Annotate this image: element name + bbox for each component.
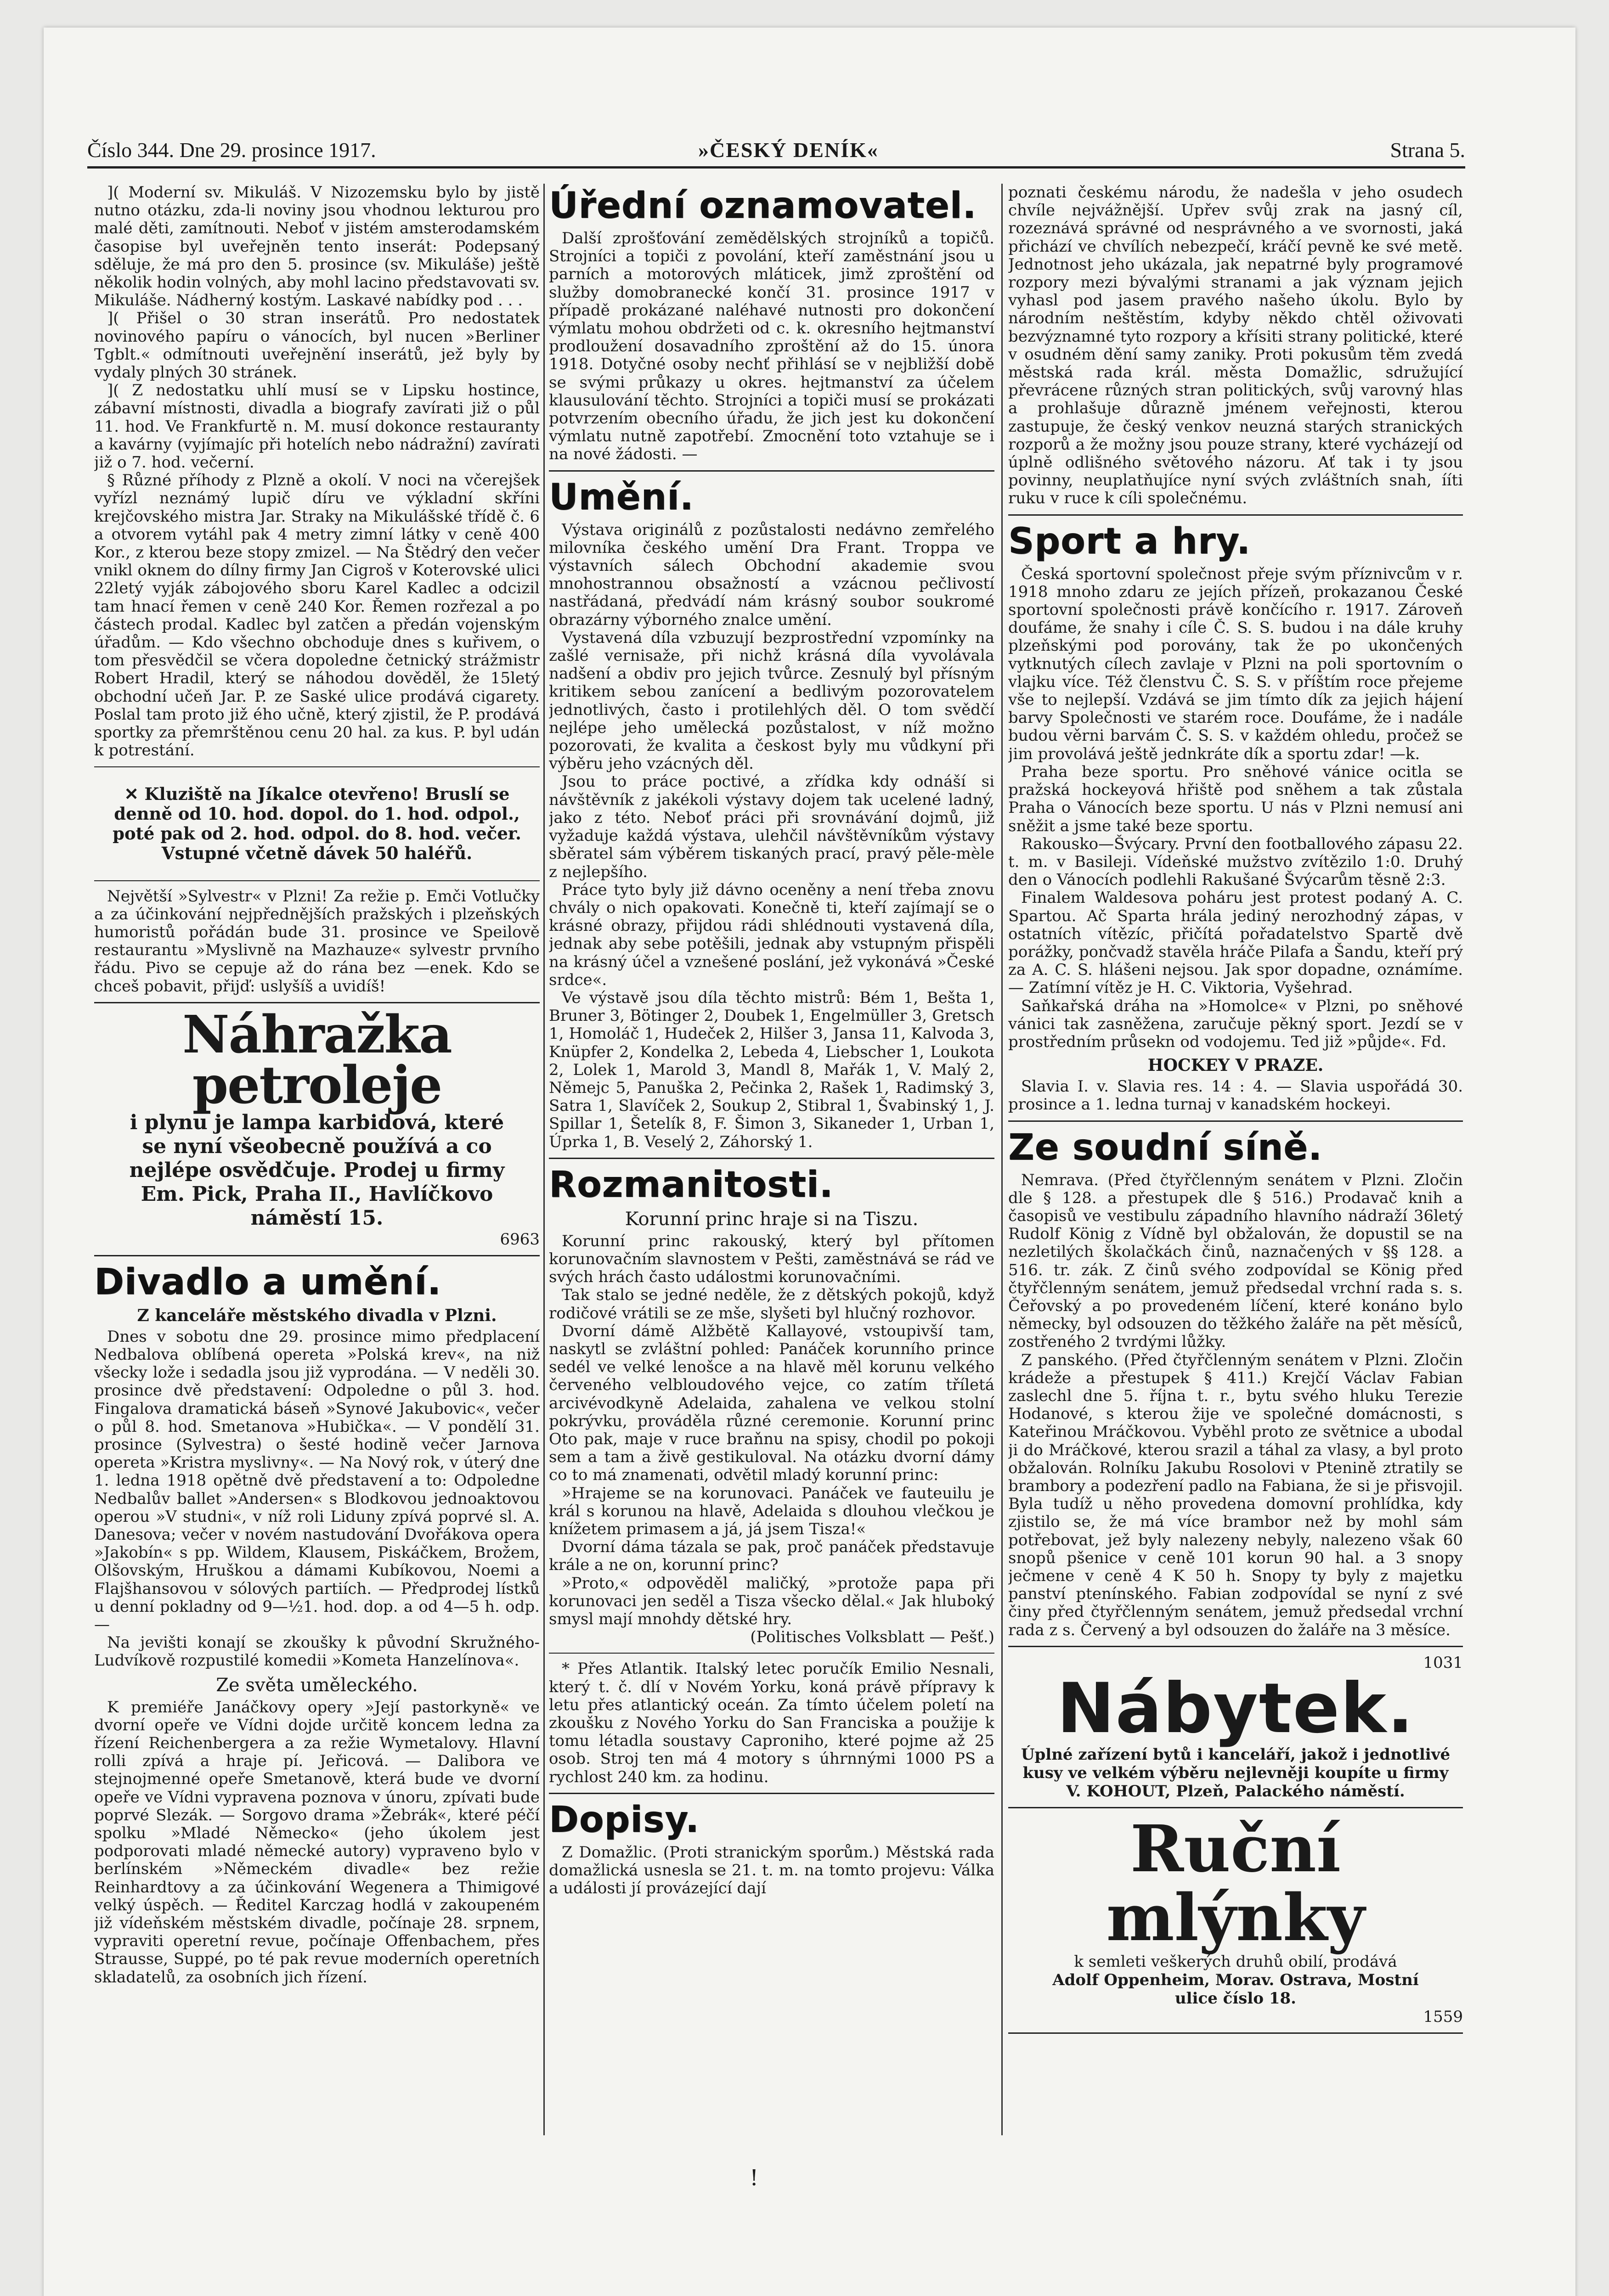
- article-svet-umelecky: K premiéře Janáčkovy opery »Její pastorkyně« ve dvorní opeře ve Vídni dojde určitě koncem ledna za řízení Reichenbergera a za režie Wymetalovy. Hlavní rolli zpívá a hraje pí. Jeřicová. — Dalibora ve stejnojmenné opeře Smetanově, která bude ve dvorní opeře ve Vídni vypravena poznova v únoru, zpívati bude poprvé Slezák. — Sorgovo drama »Žebrák«, které péčí spolku »Mladé Německo« (jeho úkolem jest podporovati mladé německé autory) vypraveno bylo v berlínském »Německém divadle« bez režie Reinhardtovy a za účinkování Wegenera a Thimigové velký úspěch. — Ředitel Karczag hodlá v zakoupeném již vídeňském městském divadle, počínaje 28. srpnem, vypraviti operetní revue, počínaje Offenbachem, přes Strausse, Suppé, po té pak revue moderních operetních skladatelů, za osobních jich řízení.: [94, 1698, 540, 1986]
- section-soudni: Ze soudní síně.: [1008, 1126, 1322, 1168]
- divider: [1008, 1646, 1463, 1647]
- issue-date: Číslo 344. Dne 29. prosince 1917.: [87, 138, 376, 162]
- article-vystava-3: Jsou to práce poctivé, a zřídka kdy odnáší si návštěvník z jakékoli výstavy dojem tak ucelené ladný, jako z této. Neboť práci při srovnávání dojmů, již vyžaduje každá výstava, ulehčil návštěvníkům výstavy sběratel sám výběrem tiskaných prací, pravý pěle-mèle z nejlepšího.: [549, 772, 994, 881]
- ad-number: 6963: [500, 1230, 540, 1249]
- article-z-panskeho: Z panského. (Před čtyřčlenným senátem v Plzni. Zločin krádeže a přestupek § 411.) Krejčí Václav Fabian zaslechl dne 5. října t. r., bytu svého hluku Terezie Hodanové, s kterou žije ve společné domácnosti, s Kateřinou Mráčkovou. Vyběhl proto ze světnice a ubodal ji do Mráčkové, kterou srazil a táhal za vlasy, a byl proto obžalován. Rolníku Jakubu Rosolovi v Ptenině ztratily se brambory a podezření padlo na Fabiana, že si je přisvojil. Byla tudíž u něho provedena domovní prohlídka, kdy zjistilo se, že má více brambor než by mohl sám potřebovat, jež byly nalezeny nebyly, nalezeno však 60 snopů pšenice v ceně 101 korun 90 hal. a 3 snopy ječmene v ceně 4 K 50 h. Snopy ty byly z majetku panství ptenínského. Fabian zodpovídal se nyní z své činy před čtyřčlenným senátem, jemuž předsedal vrchní rada z s. Červený a byl odsouzen do žaláře na 3 měsíce.: [1008, 1351, 1463, 1639]
- ad-number: 1559: [1423, 2007, 1463, 2026]
- column-3: [1008, 184, 1463, 2135]
- section-uredni: Úřední oznamovatel.: [549, 185, 977, 226]
- article-mikulas: ]( Moderní sv. Mikuláš. V Nizozemsku bylo by jistě nutno otázku, zda-li noviny jsou vhodnou lekturou pro malé děti, zamítnouti. Neboť v jistém amsterodamském časopise byl uveřejněn tento inserát: Podepsaný sděluje, že má pro den 5. prosince (sv. Mikuláše) ještě několik hodin volných, aby mohl lacino představovati sv. Mikuláše. Nádherný kostým. Laskavé nabídky pod . . .: [94, 184, 540, 310]
- article-princ-6: »Proto,« odpověděl maličký, »protože papa při korunovaci jen seděl a Tisza všecko dělal.« Jak hluboký smysl mají mnohdy dětské hry.: [549, 1574, 994, 1629]
- divider: [1008, 514, 1463, 516]
- divider: [1008, 1807, 1463, 1808]
- article-praha-sport: Praha beze sportu. Pro sněhové vánice ocitla se pražská hockeyová hřiště pod sněhem a tak zůstala Praha o Vánocích beze sportu. U nás v Plzni nemusí ani sněžit a jsme také beze sportu.: [1008, 762, 1463, 835]
- column-2: [549, 184, 994, 2135]
- section-umeni: Umění.: [549, 476, 694, 518]
- article-waldes: Finalem Waldesova poháru jest protest podaný A. C. Spartou. Ač Sparta hrála jediný nerozhodný zápas, v ostatních vítězíc, přičítá pořadatelstvo Spartě dvě porážky, pončvadž stavěla hráče Pilafa a Šandu, kteří prý za A. C. S. hlášeni nejsou. Jak spor dopadne, oznámíme. — Zatímní vítěz je H. C. Viktoria, Vyšehrad.: [1008, 889, 1463, 997]
- ad-nabytek-line: V. KOHOUT, Plzeň, Palackého náměstí.: [1066, 1782, 1405, 1801]
- article-vystava-2: Vystavená díla vzbuzují bezprostřední vzpomínky na zašlé vernisaže, při nichž krásná díla vyvolávala nadšení a obdiv pro jejich tvůrce. Zesnulý byl přísným kritikem sebou zanícení a bedlivým pozorovatelem jednotlivých, často i protilehlých děl. O tom svědčí nejlépe jeho umělecká pozůstalost, v níž možno pozorovati, že kvalita a českost byly mu vůdkyní při výběru jeho vzácných děl.: [549, 628, 994, 773]
- divider: [1008, 1120, 1463, 1122]
- ad-mlynky-line: ulice číslo 18.: [1174, 1989, 1297, 2008]
- ad-petrolej-line: Em. Pick, Praha II., Havlíčkovo: [141, 1182, 493, 1206]
- article-inseraty: ]( Přišel o 30 stran inserátů. Pro nedostatek novinového papíru o vánocích, byl nucen »Berliner Tgblt.« odmítnouti uveřejnění inserátů, jež byly by vydaly plných 30 stránek.: [94, 309, 540, 382]
- article-domazlice: Z Domažlic. (Proti stranickým sporům.) Městská rada domažlická usnesla se 21. t. m. na tomto projevu: Válka a události jí provázející dají: [549, 1843, 994, 1898]
- section-sport: Sport a hry.: [1008, 520, 1251, 562]
- ad-nabytek-title: Nábytek.: [1056, 1668, 1415, 1749]
- ad-petrolej-line: nejlépe osvědčuje. Prodej u firmy: [129, 1158, 505, 1182]
- ad-petrolej-line: se nyní všeobecně používá a co: [142, 1134, 492, 1158]
- divider: [94, 766, 540, 767]
- divider: [549, 1158, 994, 1159]
- article-strojnici: Další zprošťování zemědělských strojníků a topičů. Strojníci a topiči z povolání, kteří zaměstnání jsou u parních a motorových mláticek, jimž zproštění od služby domobranecké končí 31. prosince 1917 v případě prokázané naléhavé nutnosti pro dokončení výmlatu mohou obdržeti od c. k. okresního hejtmanství prodloužení dosavadního zproštění až do 15. února 1918. Dotyčné osoby nechť přihlásí se v nejbližší době se svými průkazy u okres. hejtmanství za účelem klausulování těchto. Strojníci a topiči musí se prokázati potvrzením obecního úřadu, že jich jest ku dokončení výmlatu nutně zapotřebí. Zmocnění toto vztahuje se i na nové žádosti. —: [549, 229, 994, 464]
- page-header: [87, 138, 1465, 165]
- subheading-svet: Ze světa uměleckého.: [216, 1674, 418, 1696]
- divider: [94, 1002, 540, 1003]
- divider: [94, 880, 540, 881]
- notice-kluziste: ✕ Kluziště na Jíkalce otevřeno! Bruslí se denně od 10. hod. dopol. do 1. hod. odpol., poté pak od 2. hod. odpol. do 8. hod. večer. Vstupné včetně dávek 50 haléřů.: [113, 783, 521, 863]
- article-css: Česká sportovní společnost přeje svým příznivcům v r. 1918 mnoho zdaru ze jejích přízeň, prokazanou České sportovní společnosti právě končícího r. 1917. Zároveň doufáme, že snahy i cíle Č. S. S. budou i na dále kruhy plzeňskými pod porovány, tak že po ukončených vytknutých cílech zavlaje v Plzni na poli sportovním o vlajku více. Též členstvu Č. S. S. v příštím roce přejeme vše to nejlepší. Vzdává se jim tímto dík za jejich hájení barvy Společnosti ve starém roce. Doufáme, že i nadále budou věrni barvám Č. S. S. v každém ohledu, pročež se jim provolává ještě jednkráte dík a sportu zdar! —k.: [1008, 564, 1463, 763]
- ad-mlynky-title: Ruční mlýnky: [1106, 1811, 1365, 1956]
- article-nemrava: Nemrava. (Před čtyřčlenným senátem v Plzni. Zločin dle § 128. a přestupek dle § 516.) Prodavač knih a časopisů ve vestibulu západního hlavního nádraží 36letý Rudolf König z Vídně byl obžalován, že dopustil se na nezletilých školačkách činů, naznačených v §§ 128. a 516. tr. zák. Z činů svého zodpovídal se König před čtyřčlenným senátem, jemuž předsedal vrchní rada s. s. Čeřovský a po provedeném líčení, které konáno bylo německy, byl odsouzen do těžkého žaláře na pět měsíců, zostřeného 2 tvrdými lůžky.: [1008, 1171, 1463, 1351]
- bottom-mark: !: [750, 2165, 759, 2191]
- ad-petrolej: [94, 1004, 540, 1249]
- article-uhli: ]( Z nedostatku uhlí musí se v Lipsku hostince, zábavní místnosti, divadla a biografy zavírati již o půl 11. hod. Ve Frankfurtě n. M. musí dokonce restauranty a kavárny (vyjímajíc při hotelích nebo nádražní) zavírati již o 7. hod. večerní.: [94, 381, 540, 472]
- article-zkousky: Na jevišti konají se zkoušky k původní Skružného-Ludvíkově rozpustilé komedii »Kometa Hanzelínova«.: [94, 1633, 540, 1670]
- ad-mlynky: [1008, 1811, 1463, 2026]
- divider: [549, 1653, 994, 1654]
- header-rule: [87, 166, 1465, 169]
- article-princ-3: Dvorní dámě Alžbětě Kallayové, vstoupivší tam, naskytl se zvláštní pohled: Panáček korunního prince sedél ve velké lenošce a na hlavě měl korunu velkého červeného velbloudového vejce, co zatím tříletá arcivévodkyně Adelaida, zahalena ve velkou stolní pokrývku, prováděla různé ceremonie. Korunní princ Oto pak, maje v ruce braňnu na spisy, chodil po pokoji sem a tam a živě gestikuloval. Na otázku dvorní dámy co to má znamenati, odvětil mladý korunní princ:: [549, 1322, 994, 1485]
- section-dopisy: Dopisy.: [549, 1799, 700, 1840]
- subheading-kancelar: Z kanceláře městského divadla v Plzni.: [137, 1306, 497, 1325]
- article-rakousko-svycary: Rakousko—Švýcary. První den footballového zápasu 22. t. m. v Basileji. Vídeňské mužstvo zvítězilo 1:0. Druhý den o Vánocích podlehli Rakušané Švýcarům těsně 2:3.: [1008, 834, 1463, 889]
- ad-mlynky-line: Adolf Oppenheim, Morav. Ostrava, Mostní: [1052, 1970, 1419, 1989]
- article-prihody: § Různé příhody z Plzně a okolí. V noci na včerejšek vyřízl neznámý lupič díru ve výkladní skříni krejčovského mistra Jar. Straky na Mikulášské třídě č. 6 a otvorem vytáhl pak 4 metry zimní látky v ceně 400 Kor., z kterou beze stopy zmizel. — Na Štědrý den večer vnikl oknem do dílny firmy Jan Cigroš v Koterovské ulici 22letý vyják zábojového sboru Karel Kadlec a odcizil tam hnací řemen v ceně 240 Kor. Řemen rozřezal a po částech prodal. Kadlec byl zatčen a předán vojenským úřadům. — Kdo všechno obchoduje dnes s kuřivem, o tom přesvědčil se včera dopoledne četnický strážmistr Robert Hradil, který se náhodou dověděl, že 15letý obchodní učeň Jar. P. ze Saské ulice prodává cigarety. Poslal tam proto již ého učně, který zjistil, že P. prodává sportky za přemrštěnou cenu 20 hal. za kus. P. byl udán k potrestání.: [94, 471, 540, 760]
- article-princ-2: Tak stalo se jedné neděle, že z dětských pokojů, když rodičové vrátili se ze mše, slyšeti byl hlučný rozhovor.: [549, 1286, 994, 1322]
- column-1: [94, 184, 540, 2135]
- divider: [94, 1255, 540, 1256]
- divider: [549, 1793, 994, 1794]
- ad-number: 1031: [1423, 1653, 1463, 1672]
- article-vystava: Výstava originálů z pozůstalosti nedávno zemřelého milovníka českého umění Dra Frant. Troppa ve výstavních sálech Obchodní akademie svou mnohostrannou obsažností a vzácnou pečlivostí nastřádaná, předvádí nám krásný soubor soukromé obrazárny výborného znalce umění.: [549, 520, 994, 629]
- subheading-hockey: HOCKEY V PRAZE.: [1147, 1056, 1324, 1075]
- section-rozmanitosti: Rozmanitosti.: [549, 1164, 834, 1205]
- ad-petrolej-line: i plynu je lampa karbidová, které: [130, 1110, 504, 1134]
- article-princ-5: Dvorní dáma tázala se pak, proč panáček představuje krále a ne on, korunní princ?: [549, 1538, 994, 1575]
- ad-mlynky-line: k semleti veškerých druhů obilí, prodává: [1074, 1952, 1397, 1971]
- ad-petrolej-line: náměstí 15.: [250, 1206, 384, 1230]
- article-atlantik: * Přes Atlantik. Italský letec poručík Emilio Nesnali, který t. č. dlí v Novém Yorku, koná právě přípravy k letu přes atlantický oceán. Za tímto účelem poletí na zkoušku z Nového Yorku do San Franciska a použije k tomu létadla soustavy Caproniho, které pojme až 25 osob. Stroj ten má 4 motory s úhrnnými 1000 PS a rychlost 240 km. za hodinu.: [549, 1660, 994, 1786]
- ad-nabytek: [1008, 1654, 1463, 1801]
- newspaper-title: »ČESKÝ DENÍK«: [698, 138, 879, 162]
- article-sankarska: Saňkařská dráha na »Homolce« v Plzni, po sněhové vánici tak zasněžena, zaručuje pěkný sport. Jezdí se v prostředním průsekn od vodojemu. Ted již »půjde«. Fd.: [1008, 996, 1463, 1051]
- article-domazlice-cont: poznati českému národu, že nadešla v jeho osudech chvíle nejvážnější. Upřev svůj zrak na jasný cíl, rozeznává správné od nesprávného a ve svornosti, jaká přichází ve chvílích nebezpečí, kráčí pevně ke své metě. Jednotnost jeho ukázala, jak nepatrné byly programové rozpory mezi bývalými stranami a jak význam jejich vyhasl pod jasem pravého našeho úkolu. Bylo by národním neštěstím, kdyby někdo chtěl oživovati bezvýznamné tyto rozpory a křísiti strany politické, které v osudném dění samy zaniky. Proti pokusům těm zvedá městská rada král. města Domažlic, sdružující převrácene různých stran politických, svůj varovný hlas a prohlašuje důrazně jménem veřejnosti, kterou zastupuje, že český venkov neuzná starých stranických rozporů a že možny jsou pouze strany, které vycházejí od úplně odlišného světového názoru. Ať tak i ty jsou povinny, neuplatňujíce nyní svých zvláštních snah, ííti ruku v ruce k cíli společnému.: [1008, 184, 1463, 508]
- page-number: Strana 5.: [1390, 138, 1465, 162]
- column-divider-2: [1001, 184, 1003, 2135]
- ad-petrolej-title: Náhražka petroleje: [182, 1004, 452, 1115]
- column-divider-1: [543, 184, 545, 2135]
- subheading-princ: Korunní princ hraje si na Tiszu.: [625, 1208, 919, 1230]
- article-divadlo: Dnes v sobotu dne 29. prosince mimo předplacení Nedbalova oblíbená opereta »Polská krev«, na niž všecky lože i sedadla jsou již vyprodána. — V neděli 30. prosince dvě představení: Odpoledne o půl 3. hod. Fingalova dramatická báseň »Synové Jakubovic«, večer o půl 8. hod. Smetanova »Hubička«. — V pondělí 31. prosince (Sylvestra) o šesté hodině večer Jarnova opereta »Kristra myslivny«. — Na Nový rok, v úterý dne 1. ledna 1918 opětně dvě představení a to: Odpoledne Nedbalův ballet »Andersen« s Blodkovou jednoaktovou operou »V studni«, v níž roli Liduny zpívá poprvé sl. A. Danesova; večer v novém nastudování Dvořákova opera »Jakobín« s pp. Wildem, Klausem, Piskáčkem, Brožem, Olšovským, Hruškou a dámami Kubíkovou, Noemi a Flajšhansovou v sólových partiích. — Předprodej lístků u denní pokladny od 9—½1. hod. dop. a od 4—5 h. odp. —: [94, 1327, 540, 1634]
- article-princ-1: Korunní princ rakouský, který byl přítomen korunovačním slavnostem v Pešti, zaměstnává se rád ve svých hrách často událostmi korunovačními.: [549, 1232, 994, 1287]
- article-princ-source: (Politisches Volksblatt — Pešť.): [750, 1628, 994, 1647]
- ad-nabytek-line: kusy ve velkém výběru nejlevněji koupíte u firmy: [1022, 1763, 1449, 1782]
- article-vystava-mistri: Ve výstavě jsou díla těchto mistrů: Bém 1, Bešta 1, Bruner 3, Bötinger 2, Doubek 1, Engelmüller 3, Gretsch 1, Homoláč 1, Hudeček 2, Hilšer 3, Jansa 11, Kalvoda 3, Knüpfer 2, Kondelka 2, Lebeda 4, Liebscher 1, Loukota 2, Lolek 1, Marold 3, Mandl 8, Mařák 1, V. Malý 2, Němejc 5, Panuška 2, Pečinka 2, Rašek 1, Radimský 3, Satra 1, Slavíček 2, Soukup 2, Stibral 1, Švabinský 1, J. Spillar 1, Šetelík 8, F. Šimon 3, Sikaneder 1, Urban 1, Úprka 1, B. Veselý 2, Záhorský 1.: [549, 988, 994, 1151]
- ad-nabytek-line: Úplné zařízení bytů i kanceláří, jakož i jednotlivé: [1021, 1745, 1451, 1764]
- divider: [1008, 2032, 1463, 2034]
- divider: [549, 470, 994, 472]
- article-sylvestr: Největší »Sylvestr« v Plzni! Za režie p. Emči Votlučky a za účinkování nejpřednějších pražských i plzeňských humoristů pořádán bude 31. prosince ve Speilově restaurantu »Myslivně na Mazhauze« sylvestr prvního řádu. Pivo se cepuje až do rána bez —enek. Kdo se chceš pobavit, přijď: uslyšíš a uvidíš!: [94, 887, 540, 996]
- article-vystava-4: Práce tyto byly již dávno oceněny a není třeba znovu chvály o nich opakovati. Konečně ti, kteří zajímají se o krásné obrazy, přijdou rádi shlédnouti vystavená díla, jednak aby sebe potěšili, jednak aby vstupným přispěli na krásný účel a vznešené poslání, jež vykonává »České srdce«.: [549, 880, 994, 989]
- article-princ-4: »Hrajeme se na korunovaci. Panáček ve fauteuilu je král s korunou na hlavě, Adelaida s dlouhou vlečkou je knížetem primasem a já, já jsem Tisza!«: [549, 1484, 994, 1538]
- section-divadlo: Divadlo a umění.: [94, 1261, 441, 1303]
- article-hockey: Slavia I. v. Slavia res. 14 : 4. — Slavia uspořádá 30. prosince a 1. ledna turnaj v kanadském hockeyi.: [1008, 1077, 1463, 1114]
